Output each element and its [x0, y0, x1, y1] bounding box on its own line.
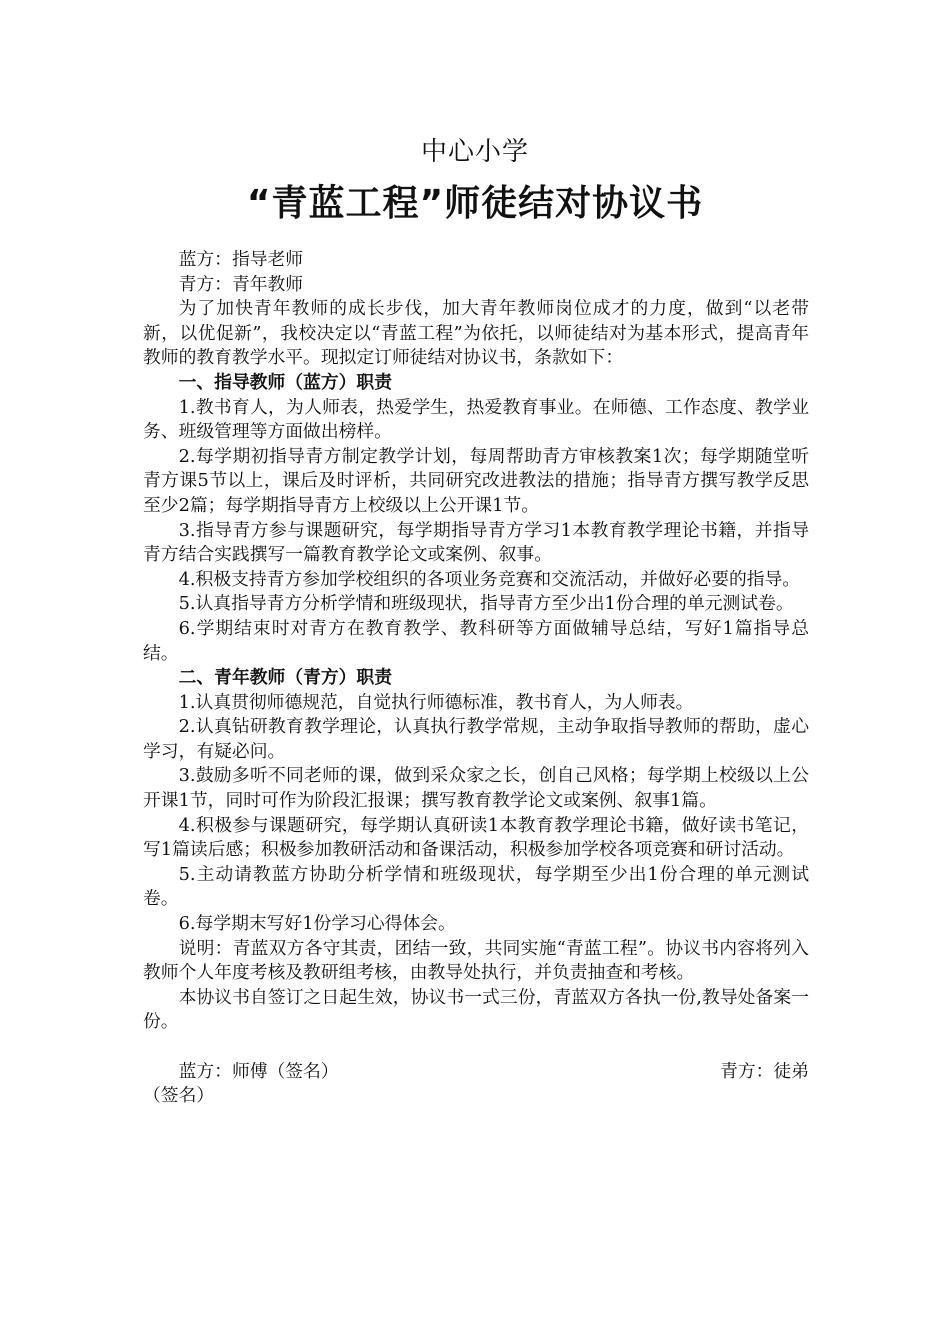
- document-body: [143, 248, 809, 1109]
- blank-line: [143, 1035, 809, 1060]
- section2-item: 4.积极参与课题研究，每学期认真研读1本教育教学理论书籍，做好读书笔记，写1篇读后感；积极参加教研活动和备课活动，积极参加学校各项竞赛和研讨活动。: [143, 814, 809, 861]
- section2-item: 6.每学期末写好1份学习心得体会。: [178, 913, 456, 935]
- effective-paragraph: 本协议书自签订之日起生效，协议书一式三份，青蓝双方各执一份,教导处备案一份。: [143, 986, 809, 1033]
- section1-item: 2.每学期初指导青方制定教学计划，每周帮助青方审核教案1次；每学期随堂听青方课5节以上，课后及时评析，共同研究改进教法的措施；指导青方撰写教学反思至少2篇；每学期指导青方上校级以上公开课1节。: [143, 445, 809, 516]
- section1-item: 6.学期结束时对青方在教育教学、教科研等方面做辅导总结，写好1篇指导总结。: [143, 617, 809, 664]
- intro-paragraph: 为了加快青年教师的成长步伐，加大青年教师岗位成才的力度，做到“以老带新，以优促新”，我校决定以“青蓝工程”为依托，以师徒结对为基本形式，提高青年教师的教育教学水平。现拟定订师徒结对协议书，条款如下：: [143, 298, 809, 369]
- blue-signature: 蓝方：师傅（签名）: [178, 1060, 339, 1082]
- section2-item: 3.鼓励多听不同老师的课，做到采众家之长，创自己风格；每学期上校级以上公开课1节，同时可作为阶段汇报课；撰写教育教学论文或案例、叙事1篇。: [143, 765, 809, 812]
- green-signature-continuation: （签名）: [143, 1085, 215, 1107]
- section2-heading: 二、青年教师（青方）职责: [178, 667, 392, 689]
- green-signature: 青方：徒弟: [720, 1060, 809, 1082]
- document-title: “青蓝工程”师徒结对协议书: [246, 183, 704, 224]
- party-blue: 蓝方：指导老师: [178, 249, 304, 270]
- section1-item: 4.积极支持青方参加学校组织的各项业务竞赛和交流活动，并做好必要的指导。: [178, 568, 801, 590]
- section1-item: 1.教书育人，为人师表，热爱学生，热爱教育事业。在师德、工作态度、教学业务、班级管理等方面做出榜样。: [143, 396, 809, 443]
- school-name: 中心小学: [420, 137, 529, 167]
- section2-item: 2.认真钻研教育教学理论，认真执行教学常规，主动争取指导教师的帮助，虚心学习，有疑必问。: [143, 716, 809, 762]
- section1-item: 3.指导青方参与课题研究，每学期指导青方学习1本教育教学理论书籍，并指导青方结合实践撰写一篇教育教学论文或案例、叙事。: [143, 519, 809, 566]
- party-green: 青方：青年教师: [178, 273, 304, 295]
- section2-item: 5.主动请教蓝方协助分析学情和班级现状，每学期至少出1份合理的单元测试卷。: [143, 863, 809, 910]
- section1-item: 5.认真指导青方分析学情和班级现状，指导青方至少出1份合理的单元测试卷。: [178, 593, 794, 615]
- section2-item: 1.认真贯彻师德规范，自觉执行师德标准，教书育人，为人师表。: [178, 691, 694, 713]
- signature-row: [143, 1060, 809, 1085]
- note-paragraph: 说明：青蓝双方各守其责，团结一致，共同实施“青蓝工程”。协议书内容将列入教师个人年度考核及教研组考核，由教导处执行，并负责抽查和考核。: [143, 937, 809, 984]
- section1-heading: 一、指导教师（蓝方）职责: [178, 371, 392, 393]
